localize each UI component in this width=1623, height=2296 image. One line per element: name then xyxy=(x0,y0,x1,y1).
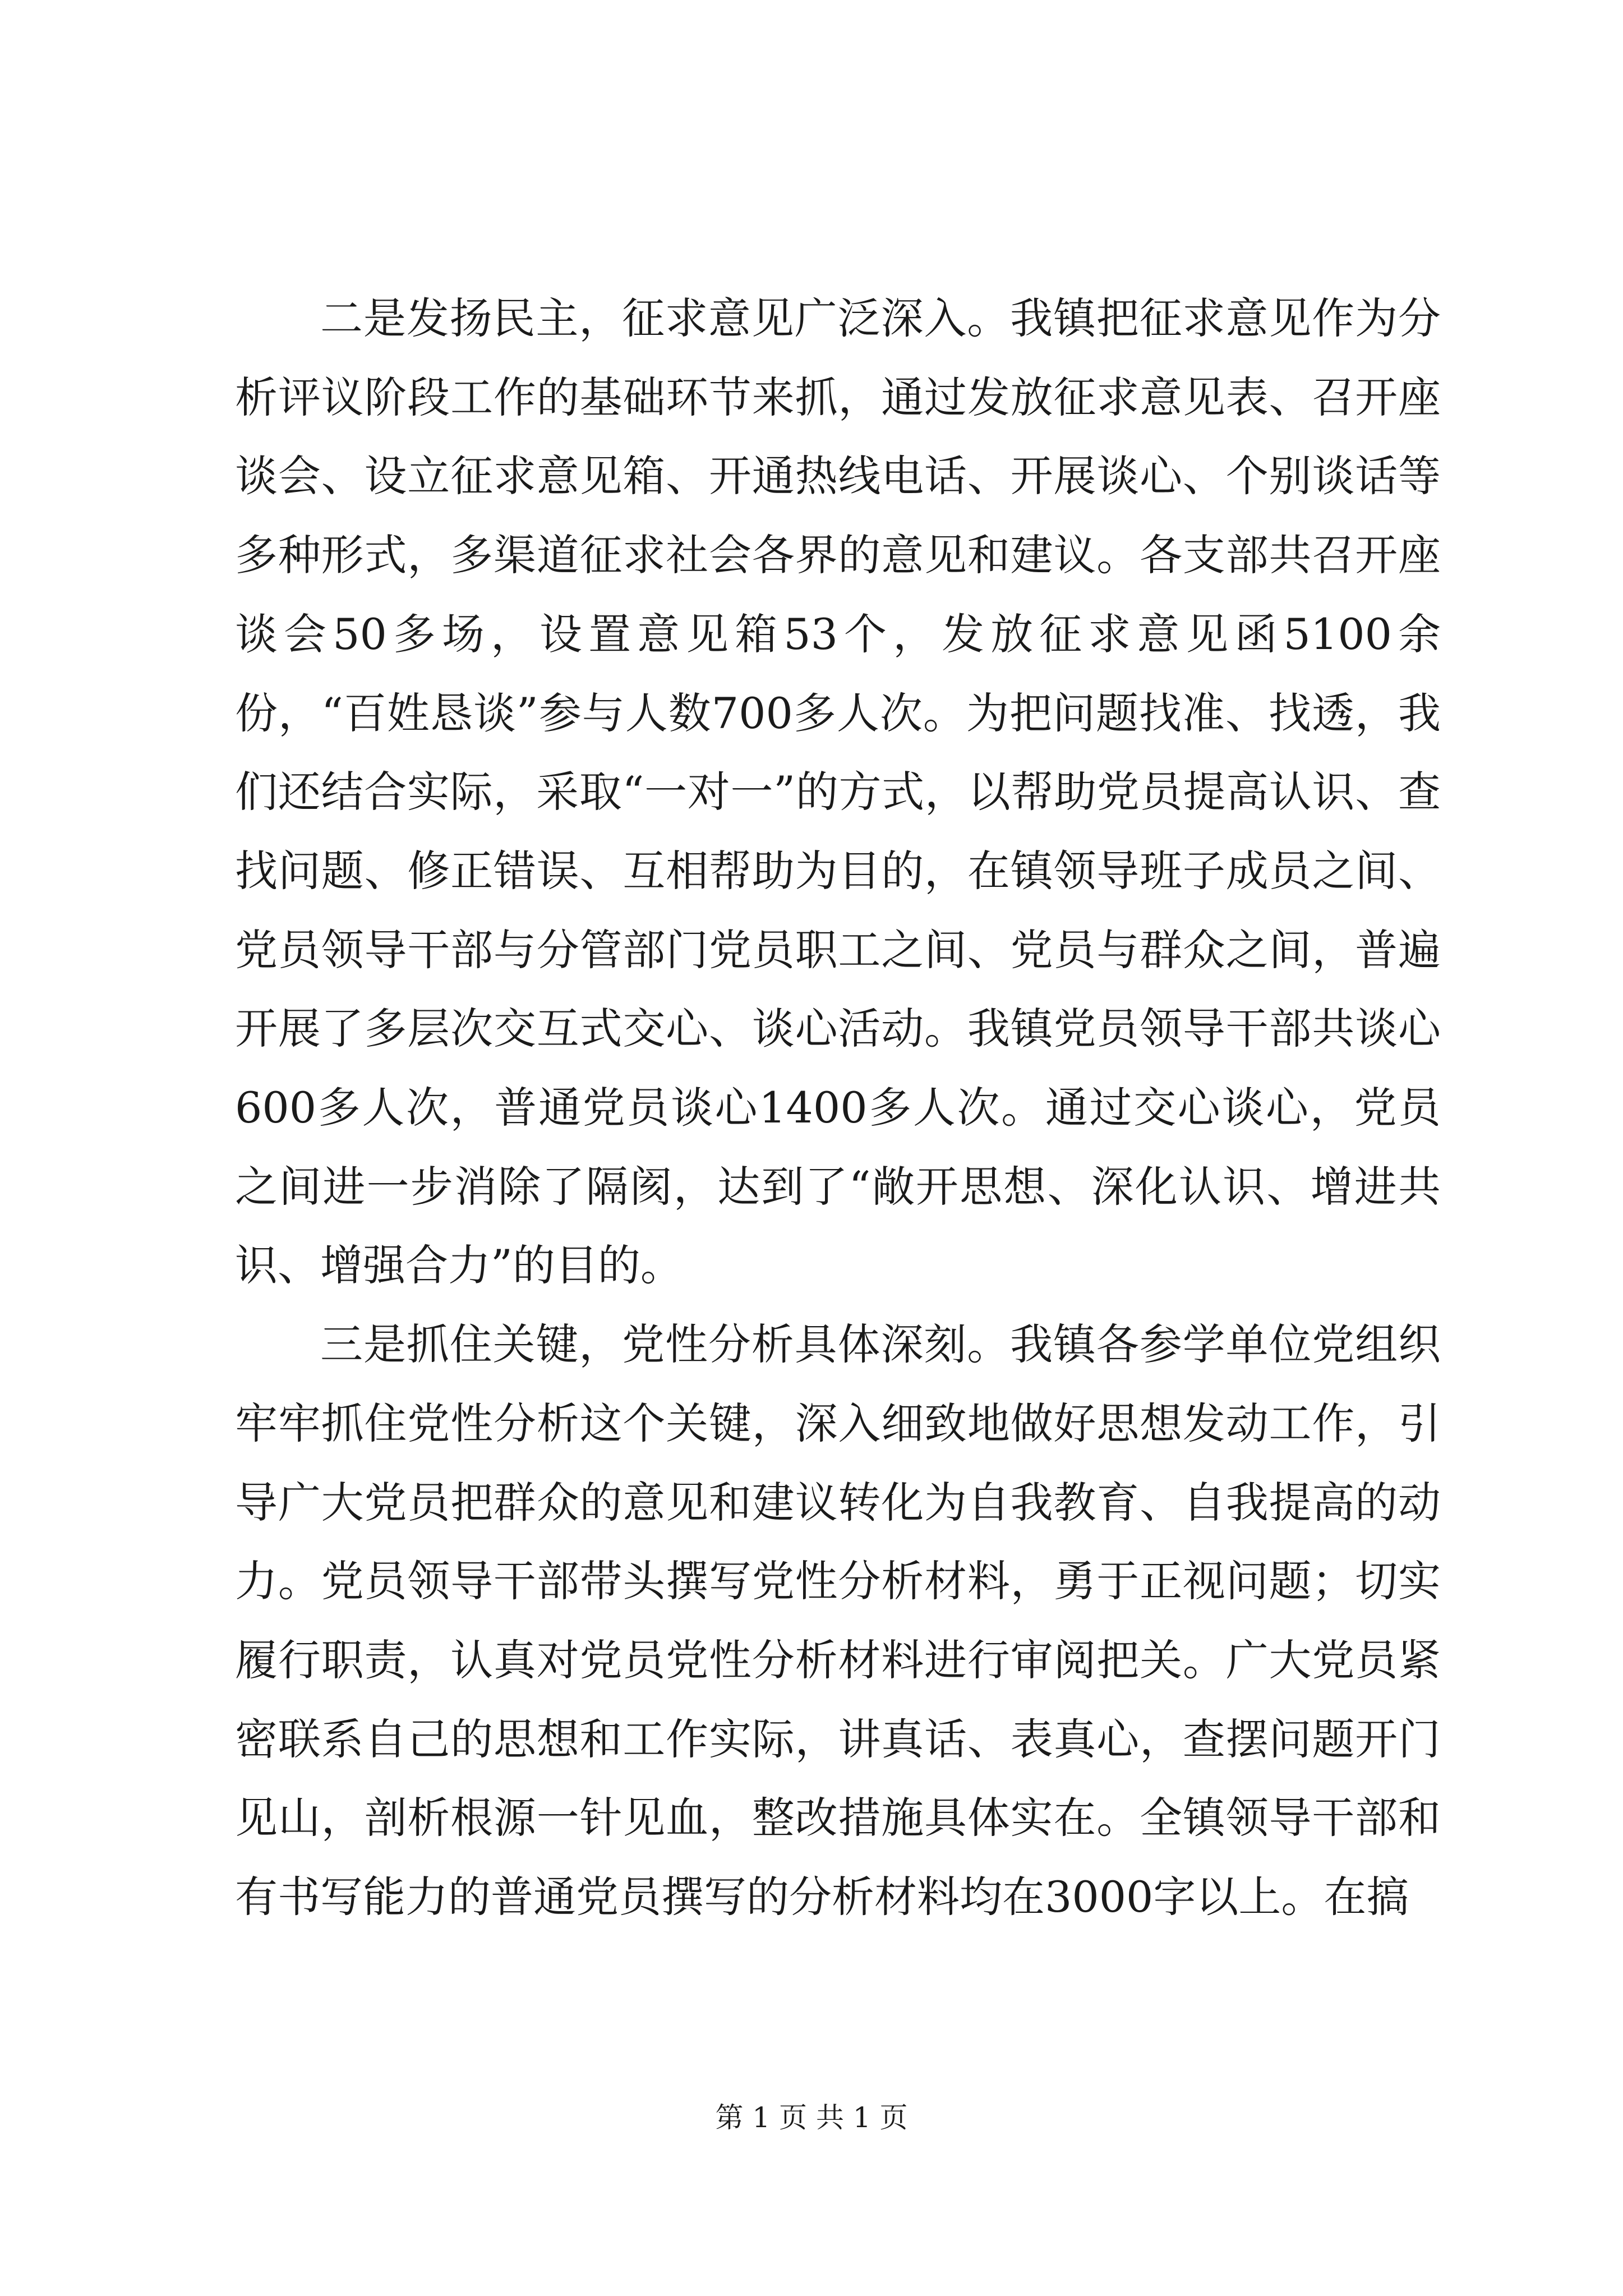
page-footer: 第 1 页 共 1 页 xyxy=(715,2101,908,2134)
document-body xyxy=(235,279,1441,1937)
paragraph-party-analysis: 三是抓住关键，党性分析具体深刻。我镇各参学单位党组织牢牢抓住党性分析这个关键，深入细致地做好思想发动工作，引导广大党员把群众的意见和建议转化为自我教育、自我提高的动力。党员领导干部带头撰写党性分析材料，勇于正视问题；切实履行职责，认真对党员党性分析材料进行审阅把关。广大党员紧密联系自己的思想和工作实际，讲真话、表真心，查摆问题开门见山，剖析根源一针见血，整改措施具体实在。全镇领导干部和有书写能力的普通党员撰写的分析材料均在3000字以上。在搞 xyxy=(235,1319,1441,1922)
paragraph-democracy-opinions: 二是发扬民主，征求意见广泛深入。我镇把征求意见作为分析评议阶段工作的基础环节来抓，通过发放征求意见表、召开座谈会、设立征求意见箱、开通热线电话、开展谈心、个别谈话等多种形式，多渠道征求社会各界的意见和建议。各支部共召开座谈会50多场，设置意见箱53个，发放征求意见函5100余份，“百姓恳谈”参与人数700多人次。为把问题找准、找透，我们还结合实际，采取“一对一”的方式，以帮助党员提高认识、查找问题、修正错误、互相帮助为目的，在镇领导班子成员之间、党员领导干部与分管部门党员职工之间、党员与群众之间，普遍开展了多层次交互式交心、谈心活动。我镇党员领导干部共谈心600多人次，普通党员谈心1400多人次。通过交心谈心，党员之间进一步消除了隔阂，达到了“敞开思想、深化认识、增进共识、增强合力”的目的。 xyxy=(235,293,1441,1291)
